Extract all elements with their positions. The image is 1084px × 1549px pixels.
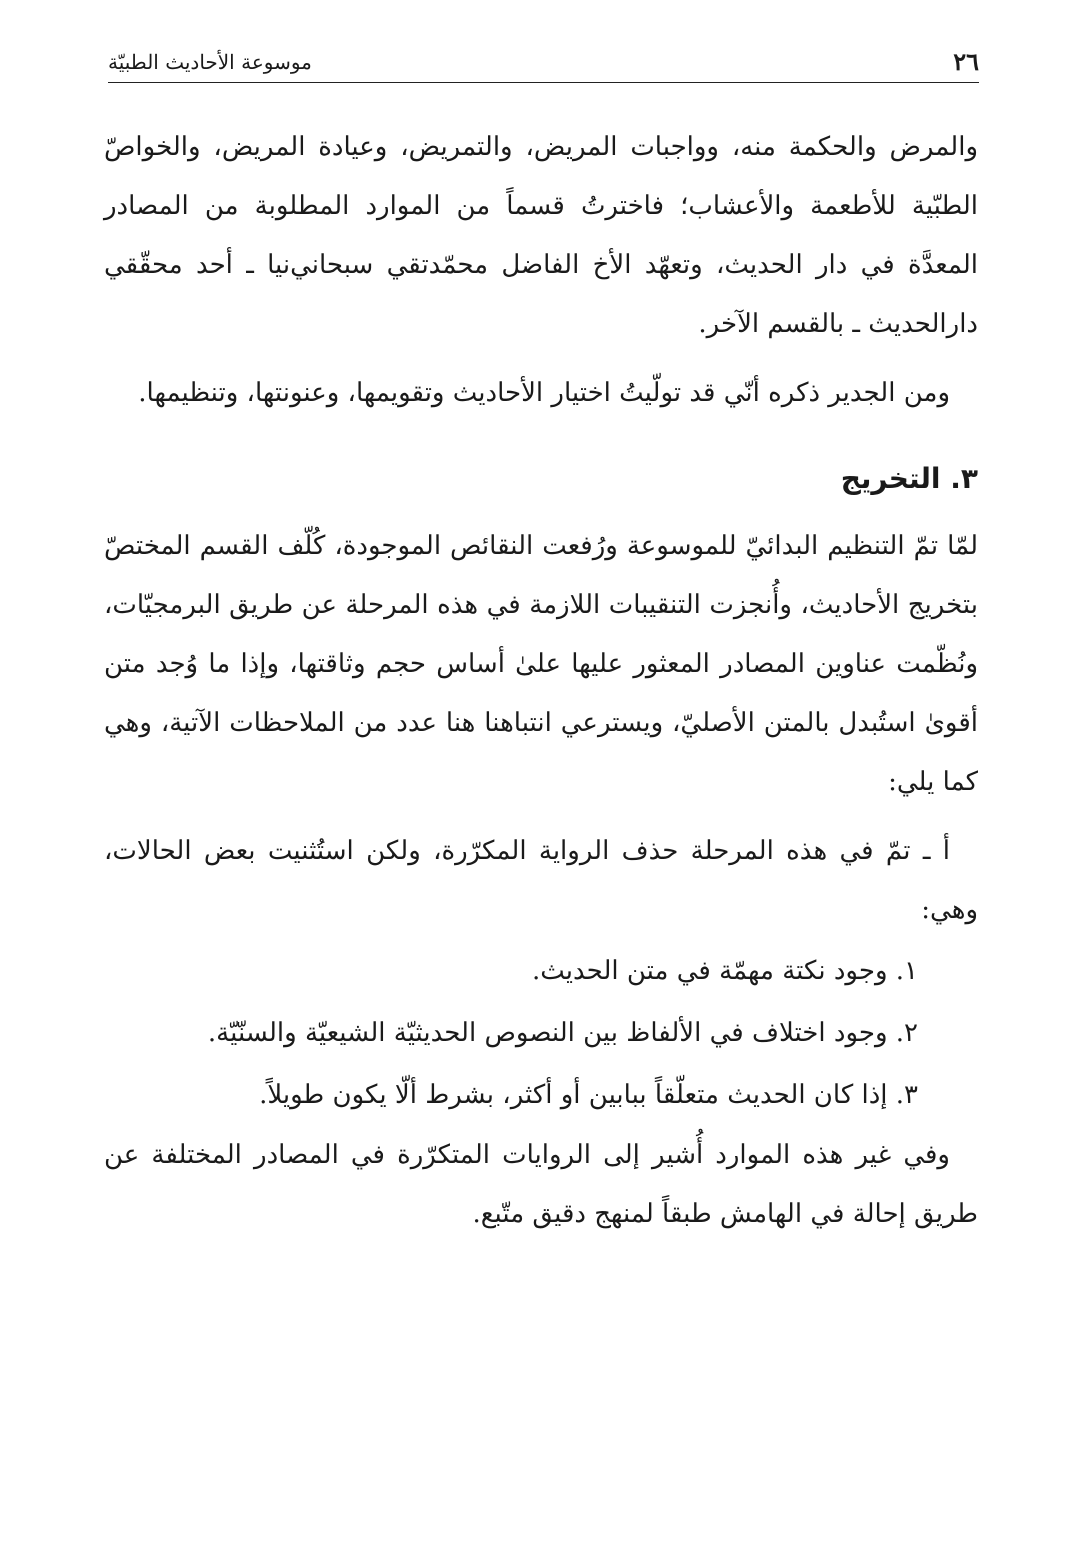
body-text [104,118,978,1244]
running-title: موسوعة الأحاديث الطبيّة [108,50,312,74]
list-item: ١. وجود نكتة مهمّة في متن الحديث. [532,956,918,986]
section-heading: ٣. التخريج [840,462,978,495]
paragraph-closing: وفي غير هذه الموارد أُشير إلى الروايات المتكرّرة في المصادر المختلفة عن طريق إحالة في الهامش طبقاً لمنهج دقيق متّبع. [104,1140,978,1229]
page-number: ٢٦ [953,47,979,76]
page-header [108,38,979,83]
paragraph-section-intro: لمّا تمّ التنظيم البدائيّ للموسوعة ورُفعت النقائص الموجودة، كُلّف القسم المختصّ بتخريج الأحاديث، وأُنجزت التنقيبات اللازمة في هذه المرحلة عن طريق البرمجيّات، ونُظّمت عناوين المصادر المعثور عليها علىٰ أساس حجم وثاقتها، وإذا ما وُجد متن أقوىٰ استُبدل بالمتن الأصليّ، ويسترعي انتباهنا هنا عدد من الملاحظات الآتية، وهي كما يلي: [104,531,979,797]
paragraph-continuation: والمرض والحكمة منه، وواجبات المريض، والتمريض، وعيادة المريض، والخواصّ الطبّية للأطعمة والأعشاب؛ فاخترتُ قسماً من الموارد المطلوبة من المصادر المعدَّة في دار الحديث، وتعهّد الأخ الفاضل محمّدتقي سبحاني‌نيا ـ أحد محقّقي دارالحديث ـ بالقسم الآخر. [104,132,978,339]
list-item: ٣. إذا كان الحديث متعلّقاً ببابين أو أكثر، بشرط ألّا يكون طويلاً. [259,1080,918,1110]
exceptions-list [104,940,978,1126]
list-item: ٢. وجود اختلاف في الألفاظ بين النصوص الحديثيّة الشيعيّة والسنّيّة. [207,1018,918,1048]
paragraph-point-a: أ ـ تمّ في هذه المرحلة حذف الرواية المكرّرة، ولكن استُثنيت بعض الحالات، وهي: [104,836,978,925]
paragraph-author-note: ومن الجدير ذكره أنّي قد تولّيتُ اختيار الأحاديث وتقويمها، وعنونتها، وتنظيمها. [138,378,950,408]
